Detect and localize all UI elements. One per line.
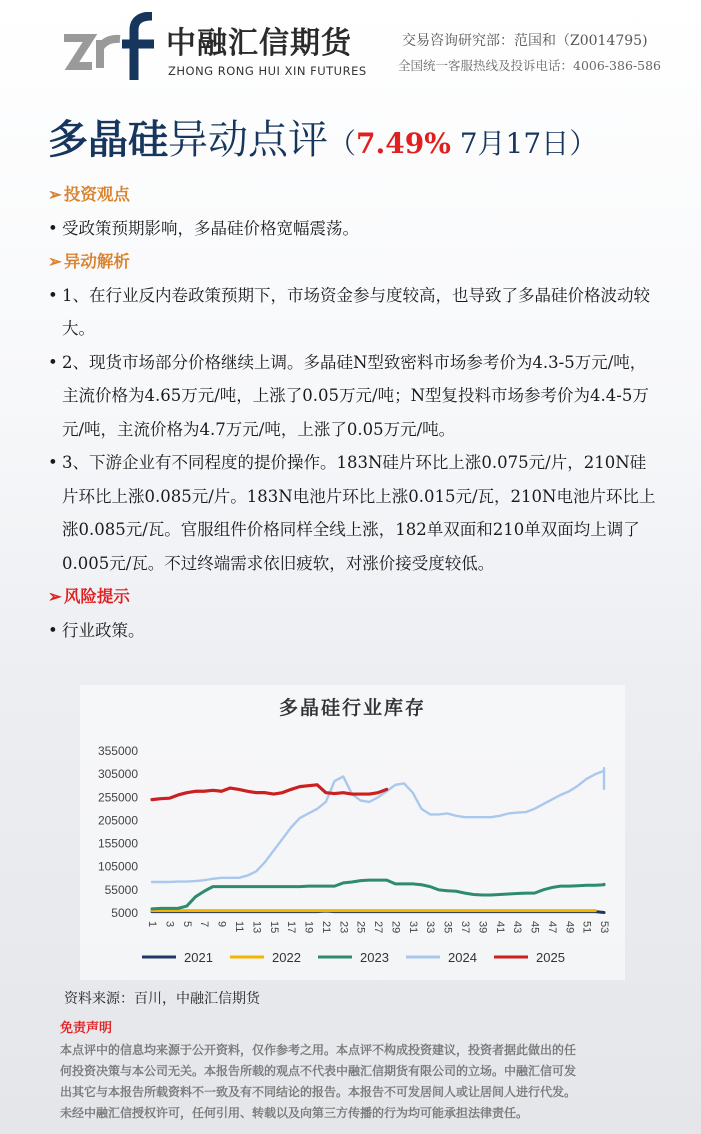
title-subject: 异动点评 [168, 117, 328, 163]
arrow-icon: ➢ [48, 587, 62, 606]
x-tick-label: 37 [459, 921, 472, 934]
x-tick-label: 3 [163, 921, 176, 928]
logo-mark-icon [60, 12, 160, 82]
x-tick-label: 53 [598, 921, 611, 934]
x-tick-label: 23 [337, 921, 350, 934]
x-tick-label: 47 [545, 921, 558, 934]
x-tick-label: 41 [493, 921, 506, 934]
chart-title: 多晶硅行业库存 [278, 697, 426, 719]
y-tick-label: 155000 [97, 836, 138, 851]
analysis-bullet-2: • 2、现货市场部分价格继续上调。多晶硅N型致密料市场参考价为4.3-5万元/吨，主流价格为4.65万元/吨，上涨了0.05万元/吨；N型复投料市场参考价为4.4-5万元/吨，主流价格为4.7万元/吨，上涨了0.05万元/吨。 [48, 346, 658, 447]
risk-bullet: • 行业政策。 [48, 614, 658, 648]
x-tick-label: 7 [198, 921, 211, 928]
disclaimer-title: 免责声明 [60, 1021, 113, 1036]
inventory-chart [80, 685, 625, 980]
x-tick-label: 21 [319, 921, 332, 934]
y-tick-label: 205000 [97, 813, 138, 828]
analysis-bullet-1: • 1、在行业反内卷政策预期下，市场资金参与度较高，也导致了多晶硅价格波动较大。 [48, 279, 658, 346]
disclaimer-text [60, 1040, 640, 1124]
title-percent: 7.49% [356, 127, 451, 160]
page-title [48, 112, 597, 172]
y-tick-label: 105000 [97, 859, 138, 874]
disclaimer-line: 未经中融汇信授权许可，任何引用、转载以及向第三方传播的行为均可能承担法律责任。 [60, 1106, 529, 1120]
x-tick-label: 13 [250, 921, 263, 934]
series-line-2024 [152, 768, 604, 882]
section-analysis [48, 245, 658, 279]
title-paren-open: （ [328, 127, 357, 160]
disclaimer-line: 本点评中的信息均来源于公开资料，仅作参考之用。本点评不构成投资建议，投资者据此做出的任 [60, 1043, 577, 1057]
x-tick-label: 1 [146, 921, 159, 928]
x-tick-label: 51 [580, 921, 593, 934]
x-tick-label: 5 [180, 921, 193, 928]
arrow-icon: ➢ [48, 252, 62, 271]
x-tick-label: 29 [389, 921, 402, 934]
x-tick-label: 17 [285, 921, 298, 934]
logo-english-name: ZHONG RONG HUI XIN FUTURES [168, 64, 367, 78]
x-tick-label: 49 [563, 921, 576, 934]
section-risk [48, 580, 658, 614]
y-tick-label: 5000 [111, 906, 138, 920]
legend-label-2025: 2025 [536, 950, 565, 965]
x-tick-label: 19 [302, 921, 315, 934]
section-heading: 投资观点 [63, 185, 130, 204]
legend-label-2024: 2024 [448, 950, 477, 965]
hotline-contact: 全国统一客服热线及投诉电话：4006-386-586 [398, 58, 661, 73]
y-tick-label: 305000 [97, 767, 138, 782]
title-date: 7月17日 [450, 127, 570, 160]
x-tick-label: 45 [528, 921, 541, 934]
legend-label-2023: 2023 [360, 950, 389, 965]
y-tick-label: 355000 [97, 744, 138, 758]
x-tick-label: 27 [372, 921, 385, 934]
section-investment-view [48, 178, 658, 212]
x-tick-label: 33 [424, 921, 437, 934]
logo-chinese-name: 中融汇信期货 [166, 26, 352, 61]
section-heading: 风险提示 [63, 587, 130, 606]
x-tick-label: 31 [406, 921, 419, 934]
chart-plot [80, 685, 625, 980]
series-line-2023 [152, 880, 604, 909]
x-tick-label: 15 [267, 921, 280, 934]
research-contact: 交易咨询研究部：范国和（Z0014795) [402, 33, 648, 49]
title-paren-close: ） [569, 127, 598, 160]
legend-label-2022: 2022 [272, 950, 301, 965]
header [0, 0, 701, 100]
report-body [48, 178, 658, 647]
title-product: 多晶硅 [48, 116, 168, 163]
arrow-icon: ➢ [48, 185, 62, 204]
legend-label-2021: 2021 [184, 950, 213, 965]
y-tick-label: 255000 [97, 790, 138, 805]
x-tick-label: 39 [476, 921, 489, 934]
disclaimer-line: 何投资决策与本公司无关。本报告所载的观点不代表中融汇信期货有限公司的立场。中融汇信可发 [60, 1064, 577, 1078]
x-tick-label: 25 [354, 921, 367, 934]
data-source: 资料来源：百川，中融汇信期货 [64, 991, 260, 1007]
x-tick-label: 35 [441, 921, 454, 934]
y-tick-label: 55000 [104, 882, 138, 897]
disclaimer-line: 出其它与本报告所载资料不一致及有不同结论的报告。本报告不可发居间人或让居间人进行代发。 [60, 1085, 577, 1099]
x-tick-label: 11 [233, 921, 246, 933]
analysis-bullet-3: • 3、下游企业有不同程度的提价操作。183N硅片环比上涨0.075元/片，210N硅片环比上涨0.085元/片。183N电池片环比上涨0.015元/瓦，210N电池片环比上涨0.085元/瓦。官服组件价格同样全线上涨，182单双面和210单双面均上调了0.005元/瓦。不过终端需求依旧疲软，对涨价接受度较低。 [48, 446, 658, 580]
section-heading: 异动解析 [63, 252, 130, 271]
x-tick-label: 43 [511, 921, 524, 934]
company-logo [60, 12, 380, 82]
view-bullet: • 受政策预期影响，多晶硅价格宽幅震荡。 [48, 212, 658, 246]
x-tick-label: 9 [215, 921, 228, 928]
